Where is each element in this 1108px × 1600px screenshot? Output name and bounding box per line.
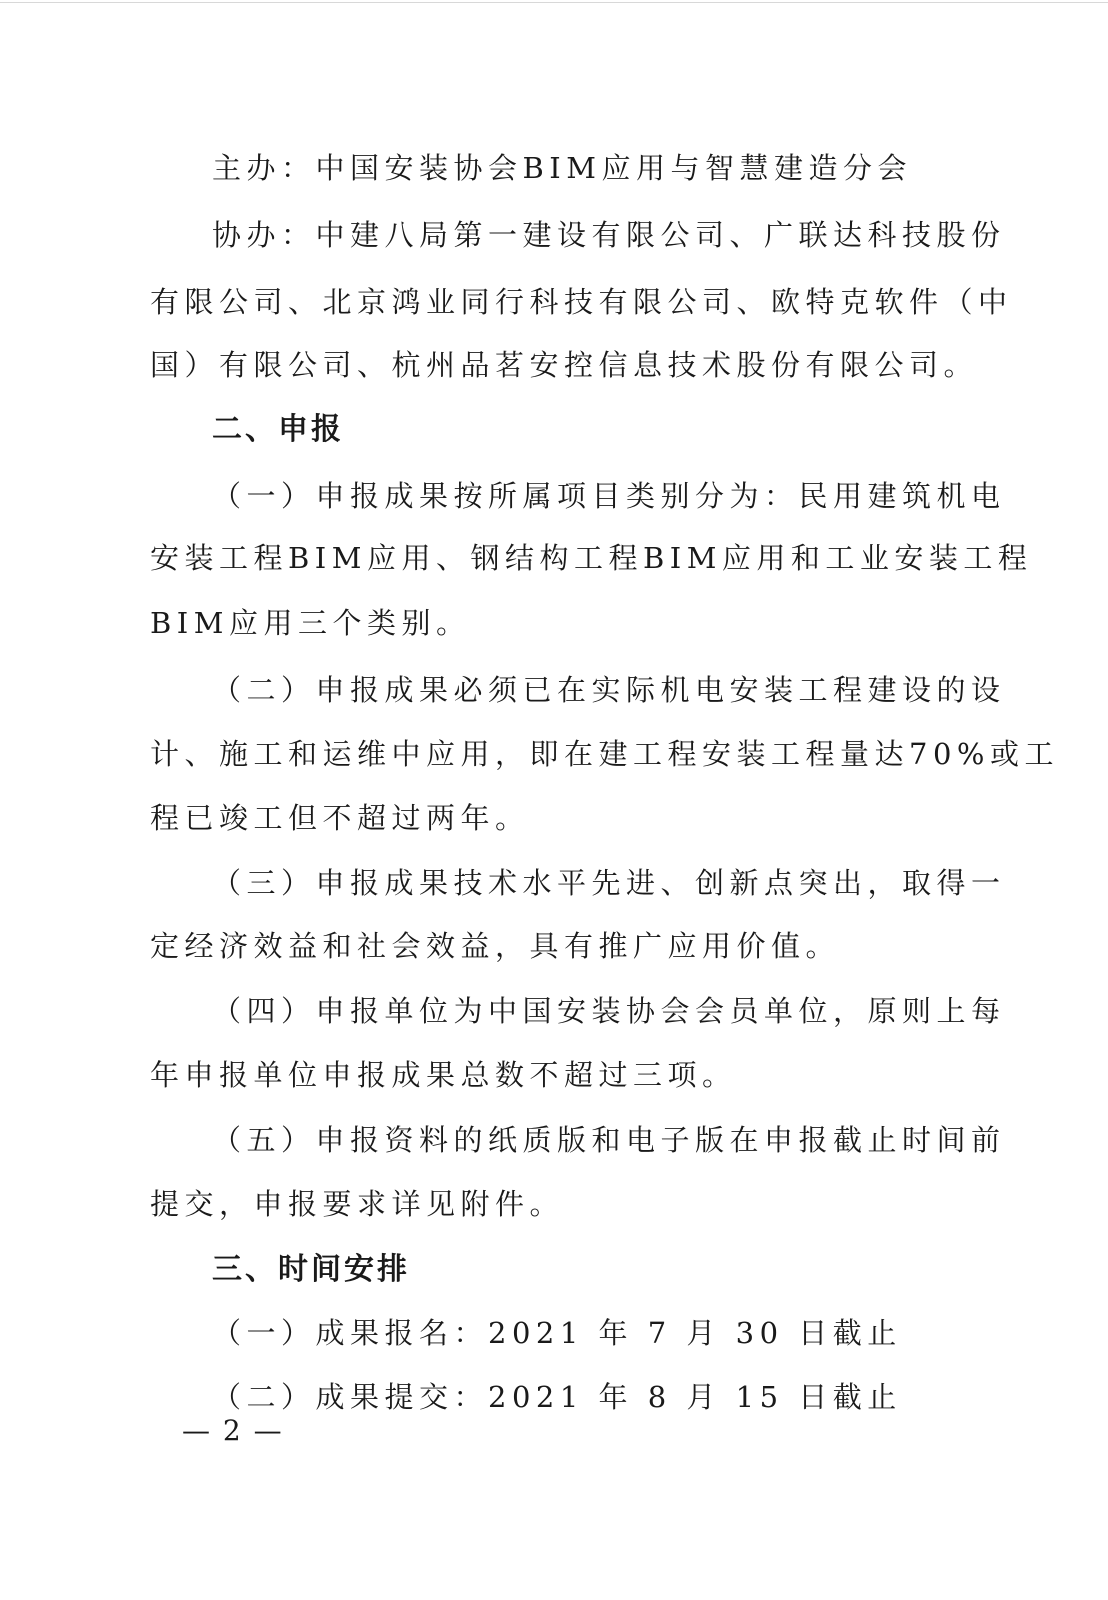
section-2-item-3-line-2: 定经济效益和社会效益，具有推广应用价值。 (150, 929, 841, 963)
page-number: — 2 — (182, 1414, 284, 1447)
section-2-item-2-line-2: 计、施工和运维中应用，即在建工程安装工程量达70%或工 (150, 737, 1059, 771)
section-2-item-3-line-1: （三）申报成果技术水平先进、创新点突出，取得一 (212, 866, 1006, 900)
section-3-item-1: （一）成果报名：2021 年 7 月 30 日截止 (212, 1316, 902, 1350)
section-2-heading: 二、申报 (212, 412, 344, 447)
section-3-item-2: （二）成果提交：2021 年 8 月 15 日截止 (212, 1380, 902, 1414)
section-2-item-4-line-1: （四）申报单位为中国安装协会会员单位，原则上每 (212, 994, 1006, 1028)
co-organizer-line-1: 协办：中建八局第一建设有限公司、广联达科技股份 (212, 218, 1006, 252)
section-2-item-2-line-1: （二）申报成果必须已在实际机电安装工程建设的设 (212, 673, 1006, 707)
co-organizer-line-3: 国）有限公司、杭州品茗安控信息技术股份有限公司。 (150, 348, 979, 382)
section-3-heading: 三、时间安排 (212, 1252, 410, 1287)
section-2-item-5-line-2: 提交，申报要求详见附件。 (150, 1187, 565, 1221)
section-2-item-1-line-3: BIM应用三个类别。 (150, 606, 471, 640)
section-2-item-4-line-2: 年申报单位申报成果总数不超过三项。 (150, 1058, 737, 1092)
section-2-item-5-line-1: （五）申报资料的纸质版和电子版在申报截止时间前 (212, 1123, 1006, 1157)
co-organizer-line-2: 有限公司、北京鸿业同行科技有限公司、欧特克软件（中 (150, 285, 1013, 319)
section-2-item-2-line-3: 程已竣工但不超过两年。 (150, 801, 530, 835)
organizer-line: 主办：中国安装协会BIM应用与智慧建造分会 (212, 151, 912, 185)
section-2-item-1-line-2: 安装工程BIM应用、钢结构工程BIM应用和工业安装工程 (150, 541, 1033, 575)
section-2-item-1-line-1: （一）申报成果按所属项目类别分为：民用建筑机电 (212, 479, 1006, 513)
